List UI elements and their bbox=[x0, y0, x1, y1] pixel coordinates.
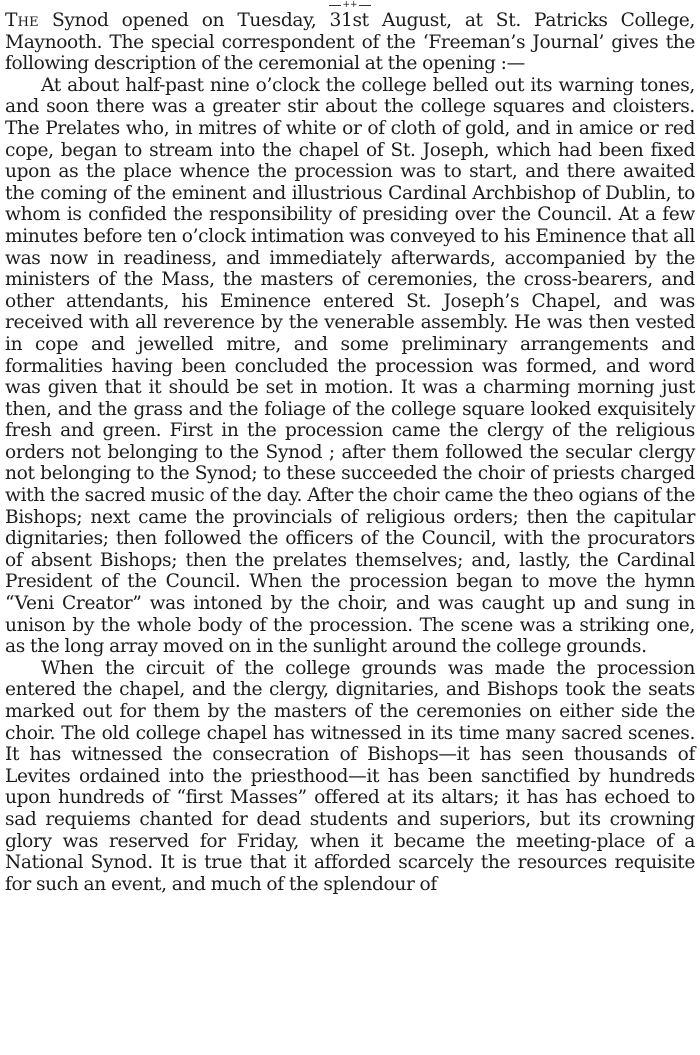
paragraph-1-text: Synod opened on Tuesday, 31st August, at St. Patricks College, Maynooth. The special correspondent of the ‘Freeman’s Journal’ gives the following description of the ceremonial at the opening :— bbox=[5, 10, 695, 75]
article-paragraph-2: At about half-past nine o’clock the college belled out its warning tones, and soon there was a greater stir about the college squares and cloisters. The Prelates who, in mitres of white or of cloth of gold, and in amice or red cope, began to stream into the chapel of St. Joseph, which had been fixed upon as the place whence the procession was to start, and there awaited the coming of the eminent and illustrious Cardinal Archbishop of Dublin, to whom is confided the responsibility of presiding over the Council. At a few minutes before ten o’clock intimation was conveyed to his Eminence that all was now in readiness, and immediately afterwards, accompanied by the ministers of the Mass, the masters of ceremonies, the cross-bearers, and other attendants, his Eminence entered St. Joseph’s Chapel, and was received with all reverence by the venerable assembly. He was then vested in cope and jewelled mitre, and some preliminary arrangements and formalities having been concluded the procession was formed, and word was given that it should be set in motion. It was a charming morning just then, and the grass and the foliage of the college square looked exquisitely fresh and green. First in the procession came the clergy of the religious orders not belonging to the Synod ; after them followed the secular clergy not belonging to the Synod; to these succeeded the choir of priests charged with the sacred music of the day. After the choir came the theo ogians of the Bishops; next came the provincials of religious orders; then the capitular dignitaries; then followed the officers of the Council, with the procurators of absent Bishops; then the prelates themselves; and, lastly, the Cardinal President of the Council. When the procession began to move the hymn “Veni Creator” was intoned by the choir, and was caught up and sung in unison by the whole body of the procession. The scene was a striking one, as the long array moved on in the sunlight around the college grounds. bbox=[5, 74, 695, 658]
ornament-mark: ++ bbox=[342, 0, 358, 10]
article-paragraph-1 bbox=[5, 10, 695, 75]
section-ornament bbox=[5, 2, 695, 10]
article-paragraph-3: When the circuit of the college grounds was made the procession entered the chapel, and the clergy, dignitaries, and Bishops took the seats marked out for them by the masters of the ceremonies on either side the choir. The old college chapel has witnessed in its time many sacred scenes. It has witnessed the consecration of Bishops—it has seen thousands of Levites ordained into the priesthood—it has been sanctified by hundreds upon hundreds of “first Masses” offered at its altars; it has has echoed to sad requiems chanted for dead students and superiors, but its crowning glory was reserved for Friday, when it became the meeting-place of a National Synod. It is true that it afforded scarcely the resources requisite for such an event, and much of the splendour of bbox=[5, 657, 695, 895]
ornament-rule-left bbox=[329, 5, 341, 6]
lead-word: The bbox=[5, 10, 39, 31]
article-body bbox=[5, 10, 695, 895]
ornament-rule-right bbox=[359, 5, 371, 6]
